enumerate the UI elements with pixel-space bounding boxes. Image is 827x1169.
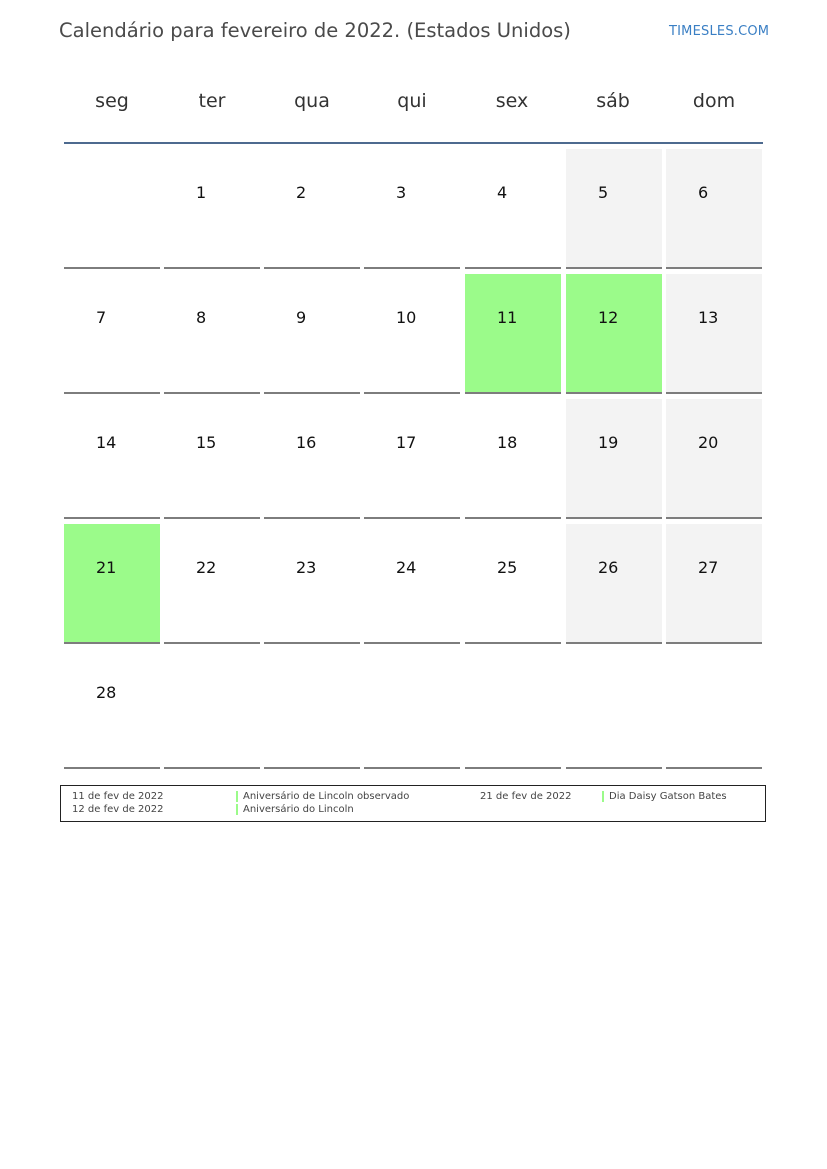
day-cell	[364, 399, 460, 519]
day-number: 5	[598, 183, 609, 202]
legend-date: 11 de fev de 2022	[72, 791, 164, 802]
day-cell	[64, 399, 160, 519]
day-cell	[64, 649, 160, 769]
day-cell	[264, 149, 360, 269]
day-number: 19	[598, 433, 619, 452]
holiday-color-swatch	[602, 791, 604, 802]
legend-name-text: Aniversário do Lincoln	[243, 804, 354, 815]
day-cell	[164, 399, 260, 519]
weekday-label: seg	[95, 90, 129, 112]
empty-day-cell	[465, 649, 561, 769]
empty-day-cell	[64, 149, 160, 269]
day-number: 6	[698, 183, 709, 202]
day-number: 24	[396, 558, 417, 577]
day-cell	[465, 524, 561, 644]
legend-holiday-name	[236, 804, 354, 815]
day-cell	[566, 149, 662, 269]
day-cell	[666, 524, 762, 644]
day-number: 1	[196, 183, 207, 202]
empty-day-cell	[666, 649, 762, 769]
day-number: 3	[396, 183, 407, 202]
day-cell	[364, 524, 460, 644]
day-number: 2	[296, 183, 307, 202]
legend-holiday-name	[602, 791, 727, 802]
day-number: 26	[598, 558, 619, 577]
day-number: 15	[196, 433, 217, 452]
day-cell	[566, 274, 662, 394]
day-number: 12	[598, 308, 619, 327]
day-cell	[666, 399, 762, 519]
weekday-label: dom	[692, 90, 736, 112]
weekday-label: ter	[198, 90, 226, 112]
day-cell	[264, 399, 360, 519]
day-cell	[264, 274, 360, 394]
day-number: 13	[698, 308, 719, 327]
page-title: Calendário para fevereiro de 2022. (Estados Unidos)	[59, 19, 571, 42]
day-cell	[666, 274, 762, 394]
day-cell	[666, 149, 762, 269]
weekday-label: qua	[294, 90, 330, 112]
day-number: 20	[698, 433, 719, 452]
day-cell	[566, 524, 662, 644]
day-number: 17	[396, 433, 417, 452]
day-cell	[465, 399, 561, 519]
weekday-label: qui	[397, 90, 427, 112]
day-number: 10	[396, 308, 417, 327]
legend-date: 21 de fev de 2022	[480, 791, 572, 802]
legend-name-text: Dia Daisy Gatson Bates	[609, 791, 727, 802]
day-cell	[164, 149, 260, 269]
header-divider	[64, 142, 763, 144]
weekday-header	[64, 90, 764, 120]
legend-holiday-name	[236, 791, 409, 802]
holiday-color-swatch	[236, 804, 238, 815]
day-cell	[64, 274, 160, 394]
day-number: 22	[196, 558, 217, 577]
day-number: 25	[497, 558, 518, 577]
day-number: 27	[698, 558, 719, 577]
day-number: 4	[497, 183, 508, 202]
holiday-legend	[60, 785, 766, 822]
day-cell	[264, 524, 360, 644]
day-number: 8	[196, 308, 207, 327]
legend-name-text: Aniversário de Lincoln observado	[243, 791, 410, 802]
brand-link[interactable]: TIMESLES.COM	[669, 24, 770, 39]
day-number: 23	[296, 558, 317, 577]
weekday-label: sáb	[596, 90, 630, 112]
day-cell	[566, 399, 662, 519]
holiday-color-swatch	[236, 791, 238, 802]
day-cell	[164, 524, 260, 644]
weekday-label: sex	[495, 90, 529, 112]
day-number: 18	[497, 433, 518, 452]
empty-day-cell	[364, 649, 460, 769]
day-number: 28	[96, 683, 117, 702]
legend-date: 12 de fev de 2022	[72, 804, 164, 815]
day-cell	[364, 274, 460, 394]
day-number: 11	[497, 308, 518, 327]
day-number: 14	[96, 433, 117, 452]
day-cell	[64, 524, 160, 644]
empty-day-cell	[164, 649, 260, 769]
day-number: 16	[296, 433, 317, 452]
day-cell	[364, 149, 460, 269]
day-number: 21	[96, 558, 117, 577]
empty-day-cell	[566, 649, 662, 769]
day-number: 9	[296, 308, 307, 327]
empty-day-cell	[264, 649, 360, 769]
day-cell	[164, 274, 260, 394]
day-number: 7	[96, 308, 107, 327]
day-cell	[465, 274, 561, 394]
day-cell	[465, 149, 561, 269]
